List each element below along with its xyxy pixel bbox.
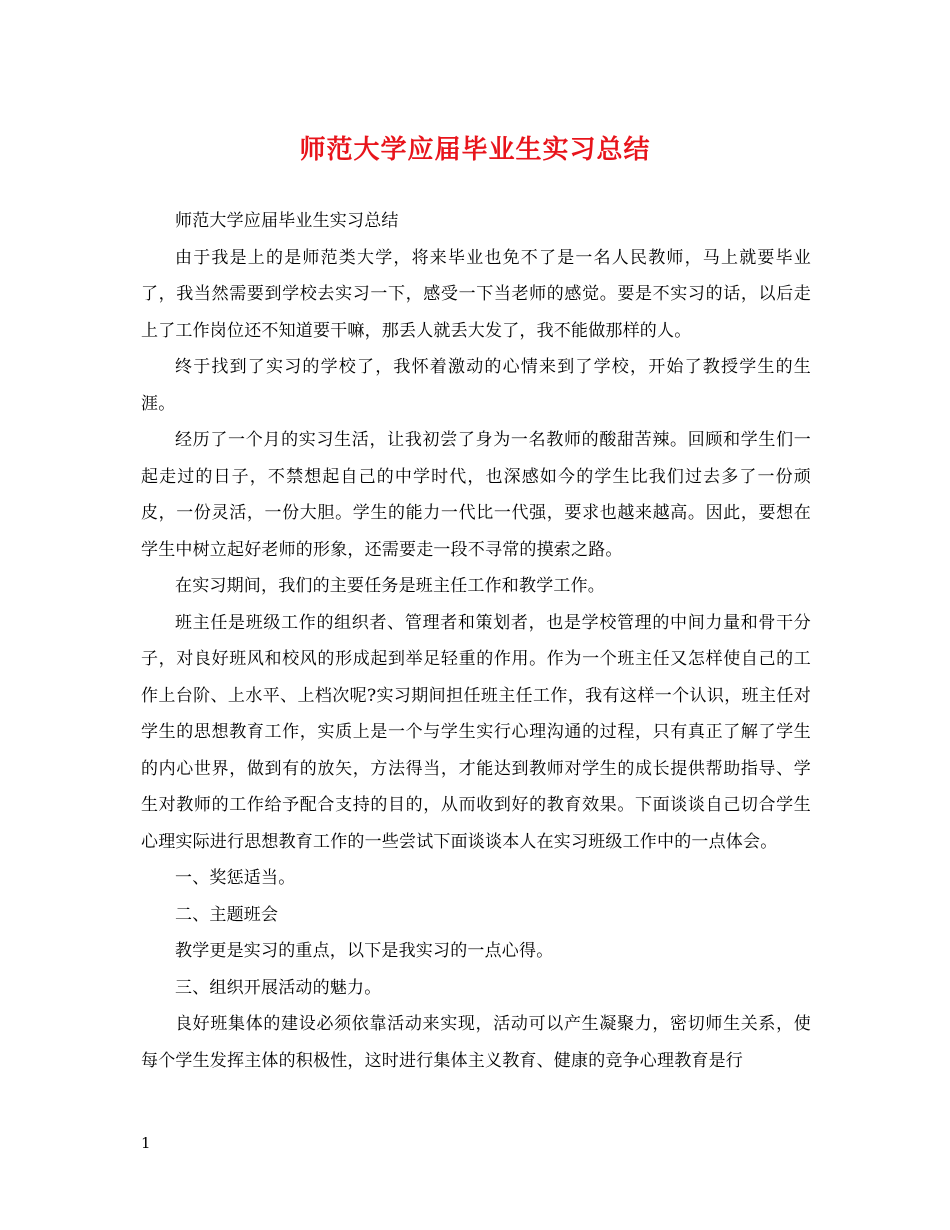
paragraph: 良好班集体的建设必须依靠活动来实现，活动可以产生凝聚力，密切师生关系，使每个学生发挥主体的积极性，这时进行集体主义教育、健康的竞争心理教育是行	[141, 1014, 811, 1071]
document-title: 师范大学应届毕业生实习总结	[299, 135, 651, 165]
paragraph: 经历了一个月的实习生活，让我初尝了身为一名教师的酸甜苦辣。回顾和学生们一起走过的日子，不禁想起自己的中学时代，也深感如今的学生比我们过去多了一份顽皮，一份灵活，一份大胆。学生的能力一代比一代强，要求也越来越高。因此，要想在学生中树立起好老师的形象，还需要走一段不寻常的摸索之路。	[141, 430, 811, 560]
section-heading: 一、奖惩适当。	[175, 868, 296, 888]
document-body	[141, 203, 811, 1079]
section-heading: 二、主题班会	[175, 904, 279, 925]
page-number: 1	[141, 1134, 151, 1152]
paragraph: 教学更是实习的重点，以下是我实习的一点心得。	[175, 941, 554, 961]
paragraph: 终于找到了实习的学校了，我怀着激动的心情来到了学校，开始了教授学生的生涯。	[141, 357, 811, 414]
section-heading: 三、组织开展活动的魅力。	[175, 977, 382, 998]
paragraph: 由于我是上的是师范类大学，将来毕业也免不了是一名人民教师，马上就要毕业了，我当然需要到学校去实习一下，感受一下当老师的感觉。要是不实习的话，以后走上了工作岗位还不知道要干嘛，那丢人就丢大发了，我不能做那样的人。	[141, 247, 811, 341]
paragraph: 师范大学应届毕业生实习总结	[175, 211, 399, 231]
paragraph: 班主任是班级工作的组织者、管理者和策划者，也是学校管理的中间力量和骨干分子，对良好班风和校风的形成起到举足轻重的作用。作为一个班主任又怎样使自己的工作上台阶、上水平、上档次呢?实习期间担任班主任工作，我有这样一个认识，班主任对学生的思想教育工作，实质上是一个与学生实行心理沟通的过程，只有真正了解了学生的内心世界，做到有的放矢，方法得当，才能达到教师对学生的成长提供帮助指导、学生对教师的工作给予配合支持的目的，从而收到好的教育效果。下面谈谈自己切合学生心理实际进行思想教育工作的一些尝试下面谈谈本人在实习班级工作中的一点体会。	[141, 612, 811, 852]
paragraph: 在实习期间，我们的主要任务是班主任工作和教学工作。	[175, 576, 605, 596]
